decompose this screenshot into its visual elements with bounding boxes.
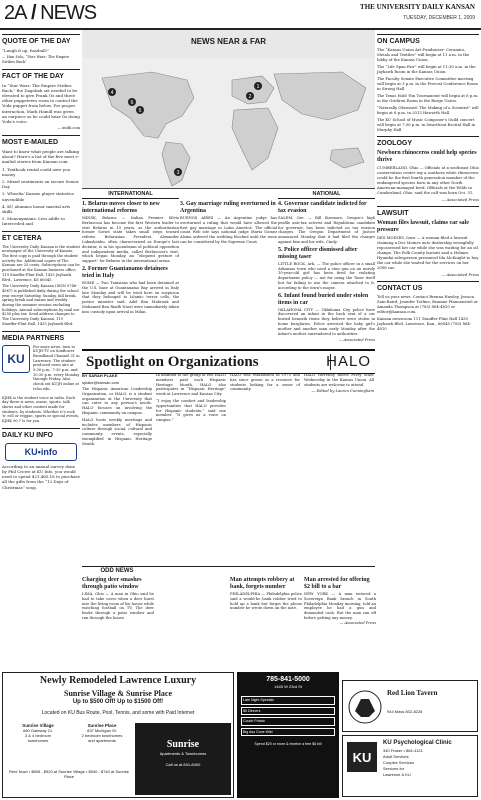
zoology-heading: ZOOLOGY [377,136,479,148]
restaurant-ad[interactable] [237,672,339,798]
emailed-heading: MOST E-MAILED [2,135,80,147]
map-marker-label: 2 [248,94,252,100]
map-marker-label: 5 [138,108,142,114]
odd-news-column [230,577,302,611]
zoology-credit: — Associated Press [441,197,479,202]
lawsuit-heading: LAWSUIT [377,206,479,218]
info-heading: DAILY KU INFO [2,428,80,440]
world-map [82,58,375,189]
spotlight-brand: HALO [326,353,371,370]
spotlight-paragraph: HALO hosts weekly meetings and includes members of Hispanic culture through social, cultural and community events, especially exemplified in Hispanic Heritage Month. [82,417,152,446]
sunrise-logo: Sunrise [166,739,200,750]
village-line: 3 & 4 bedroom [24,733,52,738]
map-marker-label: 1 [256,84,260,90]
info-text: According to an annual survey done by Phil Crowe at KU Info, you would need to spend $21,465.18 to purchase all the gifts from the “12 Days of Christmas” song. [2,463,80,490]
odd-news-label: ODD NEWS [100,568,134,574]
special-item: $5 Dinners [241,707,335,716]
lion-icon [347,689,383,725]
sunrise-logo-box [135,723,231,795]
spotlight-paragraph: “I enjoy the comfort and leadership opportunities that HALO provides for Hispanic students,” said one member. “It gives us a voice on campus.” [156,398,226,423]
red-lion-ad[interactable] [342,680,478,732]
etcetera-text-2: The University Daily Kansan (ISSN 0746-4967) is published daily during the school year except Saturday, Sunday, fall break, spring break and exams and weekly during the summer session excluding holidays. Annual subscriptions by mail are $250 plus tax. Send address changes to The University Daily Kansan, 119 Stauffer-Flint Hall, 1435 Jayhawk Blvd. [2,284,80,326]
story-headline: 4. Governor candidate indicted for tax evasion [278,201,367,214]
contact-heading: CONTACT US [377,281,479,293]
zoology-body: CUMBERLAND, Ohio — Officials at a southeast Ohio conservation center say a southern white rhinoceros could be the first fourth generation member of the endangered species born in any other North American-managed herd. Officials at the Wilds in Cumberland, Ohio, said the calf was born Oct. 31. [377,165,479,195]
story-headline: 5. Police officer dismissed after missing taser [278,246,358,260]
lawsuit-headline: Woman files lawsuit, claims car sale pressure [377,220,469,233]
village-name: Sunrise Village [22,723,54,728]
quote-text: “Laugh it up, fuzzball!” [2,48,50,53]
campus-item: The KU School of Music Composer's Guild concert will begin at 7:30 p.m. in Swarthout Recital Hall in Murphy Hall. [377,117,476,132]
spotlight-paragraph: In addition to the group of two HALO members paid each Hispanic Heritage Month, HALO also participates in “Hispanic Heritage” week at Lawrence and Kansas City. [156,373,227,397]
psych-clinic-ad[interactable] [342,735,478,797]
psych-clinic-address: 340 Fraser • 864-4121 [383,748,423,753]
village-line: townhomes [27,738,49,743]
spotlight-column [304,373,374,563]
page-number: 2A / NEWS [4,2,97,24]
svg-text:KU: KU [352,750,372,765]
contact-text: Tell us your news. Contact Brenna Hawley, Jessica Sain-Baird, Jennifer Torline, Brianne Pfannenstiel or Amanda Thompson at (785) 864-4810 or editor@kansan.com. [377,294,478,314]
odd-news-column [304,577,376,626]
place-line: 837 Michigan St. [87,728,117,733]
story-body: MINSK, Belarus — Italian Premier Silvio Berlusconi has become the first Western leader to visit Belarus in 15 years, as the authoritarian former Soviet state takes small steps toward reform. Belarusian President Alexander Lukashenko, often characterized as Europe's last dictator, is in his spoonbeam of political opposition and independent media, called Berlusconi's visit, which began Monday, an “eloquent gesture of support” for Belarus in the international arena. [82,216,179,264]
spotlight-paragraph: HALO was established in 1973 and has since grown as a resource for students looking for a sense of community. [230,373,300,392]
spotlight-email: splake@kansan.com [82,380,120,385]
emailed-item[interactable]: 5. Mononymians: Less addle to Interceded and [2,216,65,227]
ku-logo-icon [347,742,377,772]
sunrise-logo-sub: Apartments & Townhomes [159,751,207,756]
spotlight-body [82,373,375,563]
paper-name: THE UNIVERSITY DAILY KANSAN [360,3,475,11]
place-block [71,723,133,743]
zoology-headline: Newborn rhinoceros could help species thrive [377,150,477,163]
etcetera-text: The University Daily Kansan is the student newspaper of the University of Kansas. The first copy is paid through the student activity fee. Additional copies of The Kansan are 25 cents. Subscriptions can be purchased at the Kansan business office, 119 Stauffer-Flint Hall, 1435 Jayhawk Blvd., Lawrence, KS 66045. [2,244,80,282]
odd-body: LIMA, Ohio — A man in Ohio said he had to take cover when a deer burst into the living room of his house while watching football on TV. The deer broke through a patio window and ran through the house. [82,592,154,620]
place-name: Sunrise Place [87,723,117,728]
campus-item: “Naturally Obsessed: The Making of a Scientist” will begin at 6 p.m. in 2013 Haworth Hall. [377,105,479,115]
story-headline: 1. Belarus moves closer to new international reforms [82,201,160,214]
odd-body: PHILADELPHIA — Philadelphia police said a would-be bank robber tried to hold up a bank but forgot the phone number he wrote down on the note. [230,592,302,611]
ku-info-logo: KU•info [5,443,77,461]
spotlight-banner [82,349,375,374]
spotlight-byline: BY SARAH PLAKE [82,373,118,378]
spotlight-column [156,373,226,563]
psych-service: Adult Services [383,754,409,759]
sunrise-ad-deal: Up to $500 Off! Up to $1500 Off! [72,699,164,705]
place-line: 2 bedroom townhomes [81,733,123,738]
emailed-item[interactable]: 3. Wheelin' Kansas player statistics unvendible [2,191,74,202]
restaurant-phone: 785-841-5000 [266,676,310,683]
section-name: NEWS [40,2,97,24]
media-heading: MEDIA PARTNERS [2,331,80,343]
restaurant-footer: Spend $20 or more & receive a free $5 bill [254,742,322,747]
fact-source: — imdb.com [57,126,80,131]
psych-clinic-name: KU Psychological Clinic [383,740,452,746]
special-item: Big Ass Cone Wild [241,728,335,737]
restaurant-address: 1445 W 23rd St [274,684,302,689]
page-header [0,0,481,30]
map-marker-label: 3 [176,170,180,176]
odd-headline: Charging deer smashes through patio window [82,577,142,590]
campus-item: The “Kansas Union Art Fundraiser: Ceramics, Metals and Textiles” will begin at 11 a.m. in the lobby of the Kansas Union. [377,47,470,62]
etcetera-heading: ET CETERA [2,231,80,243]
sunrise-ad-subtitle: Sunrise Village & Sunrise Place [64,689,172,698]
sunrise-phone: Call us at 841-8400 [165,762,201,767]
psych-service: Couples Services [383,760,415,765]
news-banner [82,30,375,59]
spotlight-credit: — Edited by Lauren Cunningham [311,389,374,394]
place-line: and apartments [88,738,116,743]
spotlight-column [230,373,300,563]
sunrise-ad[interactable] [2,672,234,798]
spotlight-column [82,373,152,563]
spotlight-title: Spotlight on Organizations [86,354,259,370]
story-body: LITTLE ROCK, Ark. — The police officer in a small Arkansas town who used a stun gun on an unruly 10-year-old girl has been fired for violating department policy — not for using the Taser itself but for failing to use the camera attached to it, according to the town's mayor. [278,261,375,290]
special-item: Couch Potato [241,717,335,726]
story-headline: 6. Infant found buried under stolen items in car [278,292,369,306]
international-label: INTERNATIONAL [82,190,179,199]
odd-headline: Man arrested for offering $2 bill to a bar [304,577,370,590]
price-line: Rent Now! • $895 - $920 at Sunrise Village • $540 - $740 at Sunrise Place [9,769,129,779]
story-body: ROME — Two Tunisians who had been detained at the U.S. base at Guantanamo Bay arrived in Italy late Monday and will be tried here on suspicion that they belonged to Islamic terror cells, the justice minister said. Adel Ben Mabrouk and Mohamed Ben Riadh Nasri were immediately taken into custody upon arrival in Milan. [82,280,179,314]
story-headline: 2. Former Guantanamo detainees tried in Italy [82,265,168,279]
story-body: OKLAHOMA CITY — Oklahoma City police have discovered an infant in the back seat of a car buried beneath items they believe were stolen in home burglaries. Police arrested the baby girl's mother and another man early Monday after the infant's mother surrendered to authorities. [278,307,375,336]
restaurant-specials [241,696,335,747]
spotlight-paragraph: The Hispanic American Leadership Organization, or HALO, is a student organization at the University that can cater to any person's needs. HALO focuses on involving the Hispanic community on campus. [82,387,152,415]
national-label: NATIONAL [278,190,375,199]
fact-heading: FACT OF THE DAY [2,69,80,81]
odd-body: NEW YORK — A man entered a Sovereign Bank branch in South Philadelphia Monday morning, told an employee he had a gun and demanded cash. But the man ran off before getting any money. [304,592,376,620]
village-line: 660 Gateway Ct. [23,728,53,733]
odd-news-column [82,577,154,621]
right-sidebar [377,30,479,680]
campus-item: The Faculty Senate Executive Committee meeting will begin at 3 p.m. in the Provost Conference Room in Strong Hall. [377,76,478,91]
news-credit: — Associated Press [338,338,375,343]
campus-item: The “Life Span Fair” will begin at 11:30 a.m. in the Jayhawk Room in the Kansas Union. [377,64,476,74]
left-sidebar [2,30,80,670]
odd-news-column [156,577,228,606]
campus-heading: ON CAMPUS [377,34,479,46]
spotlight-paragraph: HALO currently meets every other Wednesday in the Kansas Union. All students are welcome to attend. [304,373,374,387]
odd-credit: — Associated Press [339,620,376,625]
media-block [2,343,80,394]
story-body: BUENOS AIRES — An Argentine judge has overturned a ruling that would have allowed the first gay marriage in Latin America. The official count Web site says national judge Marta Gomez Alsina ordered the wedding blocked until the issue can be considered by the Supreme Court. [180,216,277,244]
story-body: SALEM, Ore. — Bill Sizemore, Oregon's high profile anti-tax activist and Republican candidate for governor, has been indicted on tax evasion charges. The Oregon Department of Justice announced Monday that it had filed the charges against him and his wife, Cindy. [278,216,375,244]
emailed-item[interactable]: 4. KU alumnus honor marital arts skills [2,203,71,214]
map-graphic [82,58,375,188]
story-headline: 3. Gay marriage ruling overturned in Argentina [180,201,276,214]
map-marker-label: 4 [110,90,114,96]
sunrise-ad-note: Located on KU Bus Route, Pool, Tennis, and some with Paid Internet [41,710,195,716]
psych-service: Lawrence & KU [383,772,411,777]
sunrise-ad-title: Newly Remodeled Lawrence Luxury [39,675,197,686]
red-lion-name: Red Lion Tavern [387,689,438,697]
fact-text: In “Star Wars: The Empire Strikes Back,” the Dagobah set needed to be elevated to give Frank Oz and three other puppeteers room to control the Yoda puppet from below. For proper interaction, Mark Hamill was given an earpiece so he could hear Oz doing Yoda's voice. [2,82,80,125]
emailed-item[interactable]: 1. Textbook rental could save you money [2,166,71,177]
campus-item: The Texas Hold 'Em Tournament will begin at 6 p.m. in the Gridiron Room in the Burge Union. [377,93,479,103]
psych-service: Services for [383,766,405,771]
lawsuit-credit: — Associated Press [441,272,479,277]
news-column-1 [82,190,179,345]
media-text: For more news, turn to KUJH-TV on Sunflower Broadband Channel 31 in Lawrence. The student-produced news airs at 5:30 p.m., 7:30 p.m. and 10:30 p.m. every Monday through Friday. Also, check out KUJH online at tv.ku.edu. [33,344,80,391]
red-lion-phone: 944 Mass 832-8228 [387,709,423,714]
media-text-2: KJHK is the student voice in radio. Each day there is news, music, sports, talk shows and other content made for students, by students. Whether it's rock 'n' roll or reggae, sports or special events, KJHK 90.7 is for you. [2,395,80,424]
special-item: Late Night Specials [241,696,335,705]
map-marker-label: 6 [130,100,134,106]
contact-address: Kansan newsroom 111 Stauffer-Flint Hall 1435 Jayhawk Blvd. Lawrence, Kan., 66045 (785) 864-4810 [377,316,472,331]
emailed-item[interactable]: 2. Mixed sentiments on secure Senior Day [2,178,79,190]
news-column-3 [278,190,375,345]
odd-news-section [82,566,375,667]
quote-heading: QUOTE OF THE DAY [2,34,80,46]
quote-attribution: — Han Solo, “Star Wars: The Empire Strikes Back” [2,55,70,64]
news-column-2 [180,190,277,345]
page-number-text: 2A [4,2,27,24]
odd-headline: Man attempts robbery at bank, forgets number [230,577,295,590]
kujh-logo: KU [2,345,30,373]
news-banner-text: NEWS NEAR & FAR [190,37,267,46]
emailed-intro: Want to know what people are talking about? Here's a list of the five most e-mailed stories from Kansan.com: [2,148,80,165]
village-block [7,723,69,743]
lawsuit-body: DES MOINES, Iowa — A woman filed a lawsuit claiming a Des Moines auto dealership wrongfully repossessed her car while she was waiting for an oil change. The Polk County lawsuit said a Holmes Hyundai salesperson pressured Ida McKnight to buy the car while she waited for the services on her 2006 car. [377,235,479,270]
date-line: TUESDAY, DECEMBER 1, 2009 [403,15,475,21]
